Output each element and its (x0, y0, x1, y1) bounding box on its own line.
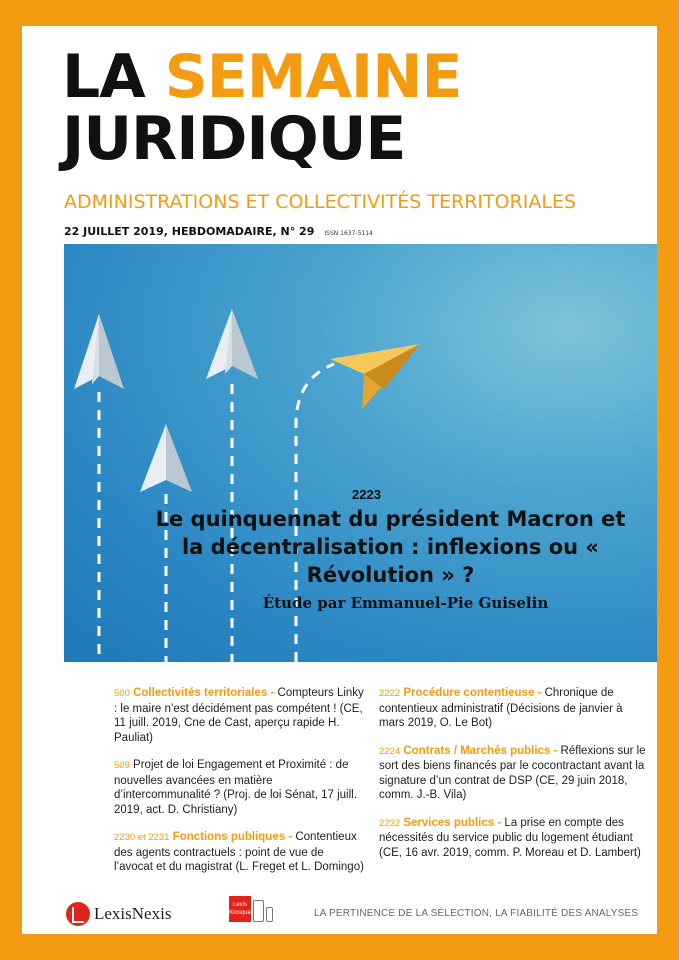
masthead-title (62, 42, 462, 174)
lexis-kiosque-badge (229, 896, 273, 922)
contents-item (114, 686, 364, 745)
tablet-icon (253, 900, 264, 922)
item-category: Fonctions publiques - (172, 831, 293, 843)
contents-item (379, 744, 649, 803)
issue-info (64, 225, 373, 238)
contents-item (379, 816, 649, 861)
item-category: Collectivités territoriales - (133, 687, 275, 699)
lexisnexis-mark-icon (66, 902, 90, 926)
feature-author: Étude par Emmanuel-Pie Guiselin (262, 594, 549, 612)
contents-item (114, 758, 364, 817)
paper-plane-icon (140, 424, 192, 492)
cover-page (22, 26, 657, 934)
item-text: Compteurs Linky : le maire n’est décidément pas compétent ! (CE, 11 juill. 2019, Cne de Cast, aperçu rapide H. Pauliat) (114, 687, 364, 744)
slogan: LA PERTINENCE DE LA SÉLECTION, LA FIABILITÉ DES ANALYSES (314, 908, 639, 919)
item-text: Projet de loi Engagement et Proximité : de nouvelles avancées en matière d’intercommunalité ? (Proj. de loi Sénat, 17 juill. 2019, act. D. Christiany) (114, 759, 357, 816)
publisher-name: LexisNexis (94, 904, 172, 923)
item-number: 2232 (379, 817, 401, 829)
masthead-subtitle: ADMINISTRATIONS ET COLLECTIVITÉS TERRITORIALES (64, 191, 577, 213)
phone-icon (266, 907, 273, 922)
feature-number: 2223 (352, 487, 381, 502)
item-text: Chronique de contentieux administratif (Décisions de janvier à mars 2019, O. Le Bot) (379, 687, 623, 729)
issn: ISSN 1637-5114 (324, 230, 373, 237)
item-number: 2230 et 2231 (114, 832, 170, 843)
title-juridique: JURIDIQUE (62, 104, 406, 174)
lexisnexis-logo (66, 902, 171, 926)
feature-title: Le quinquennat du président Macron et la décentralisation : inflexions ou « Révolution » ? (155, 507, 626, 587)
title-la: LA (62, 42, 165, 112)
footer (22, 888, 657, 928)
kiosque-label: Lexis Kiosque (229, 896, 251, 922)
issue-date: 22 JUILLET 2019, HEBDOMADAIRE, N° 29 (64, 225, 315, 238)
item-number: 500 (114, 688, 130, 699)
item-category: Procédure contentieuse - (403, 687, 542, 699)
title-semaine: SEMAINE (164, 42, 462, 112)
contents-right-column (379, 686, 649, 873)
item-text: Réflexions sur le sort des biens financés par le cocontractant avant la signature d’un contrat de DSP (CE, 29 juin 2018, comm. J.-B. Vila) (379, 744, 646, 801)
item-number: 2224 (379, 745, 401, 757)
item-number: 2222 (379, 688, 401, 699)
contents-item (379, 686, 649, 731)
contents-item (114, 830, 364, 875)
golden-paper-plane-icon (330, 344, 420, 409)
item-category: Services publics - (403, 816, 502, 829)
hero-image (64, 244, 657, 662)
item-category: Contrats / Marchés publics - (403, 744, 558, 757)
paper-plane-icon (74, 314, 124, 389)
paper-plane-icon (206, 309, 258, 379)
item-number: 509 (114, 760, 130, 771)
contents-left-column (114, 686, 364, 888)
item-text: La prise en compte des nécessités du service public du logement étudiant (CE, 16 avr. 2019, comm. P. Moreau et D. Lambert) (379, 816, 641, 859)
item-text: Contentieux des agents contractuels : point de vue de l’avocat et du magistrat (L. Freget et L. Domingo) (114, 831, 364, 873)
